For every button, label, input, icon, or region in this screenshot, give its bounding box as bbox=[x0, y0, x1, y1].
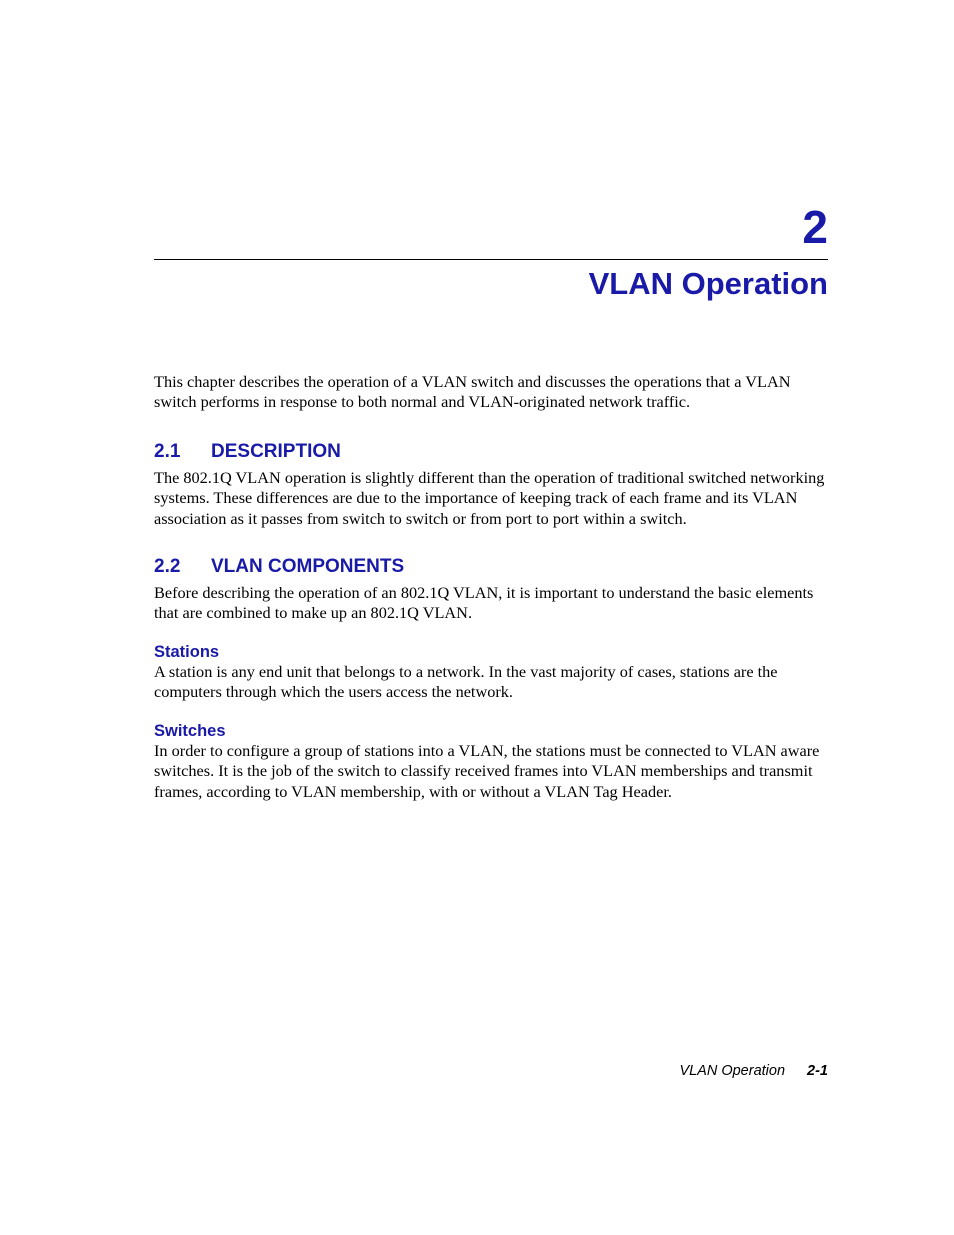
stations-paragraph: A station is any end unit that belongs to a network. In the vast majority of cases, stations are the computers through which the users access the network. bbox=[154, 662, 778, 702]
section-heading-vlan-components bbox=[154, 555, 404, 579]
subheading-stations: Stations bbox=[154, 643, 220, 661]
subheading-switches: Switches bbox=[154, 722, 226, 740]
chapter-divider bbox=[154, 259, 828, 260]
section-heading-description bbox=[154, 440, 341, 464]
section-number: 2.1 bbox=[154, 441, 181, 462]
intro-paragraph: This chapter describes the operation of a VLAN switch and discusses the operations that a VLAN switch performs in response to both normal and VLAN-originated network traffic. bbox=[154, 372, 791, 412]
switches-paragraph: In order to configure a group of stations into a VLAN, the stations must be connected to VLAN aware switches. It is the job of the switch to classify received frames into VLAN memberships and transmit frames, according to VLAN membership, with or without a VLAN Tag Header. bbox=[154, 741, 820, 801]
section-title: VLAN COMPONENTS bbox=[211, 556, 405, 577]
chapter-number: 2 bbox=[802, 201, 828, 253]
chapter-title: VLAN Operation bbox=[588, 266, 828, 301]
footer-title: VLAN Operation bbox=[679, 1063, 786, 1079]
section-title: DESCRIPTION bbox=[211, 441, 341, 462]
description-paragraph: The 802.1Q VLAN operation is slightly different than the operation of traditional switched networking systems. These differences are due to the importance of keeping track of each frame and its VLAN association as it passes from switch to switch or from port to port within a switch. bbox=[154, 468, 825, 528]
section-number: 2.2 bbox=[154, 556, 181, 577]
page-number: 2-1 bbox=[807, 1063, 828, 1079]
vlan-components-paragraph: Before describing the operation of an 802.1Q VLAN, it is important to understand the basic elements that are combined to make up an 802.1Q VLAN. bbox=[154, 583, 814, 623]
page-footer bbox=[679, 1061, 828, 1081]
